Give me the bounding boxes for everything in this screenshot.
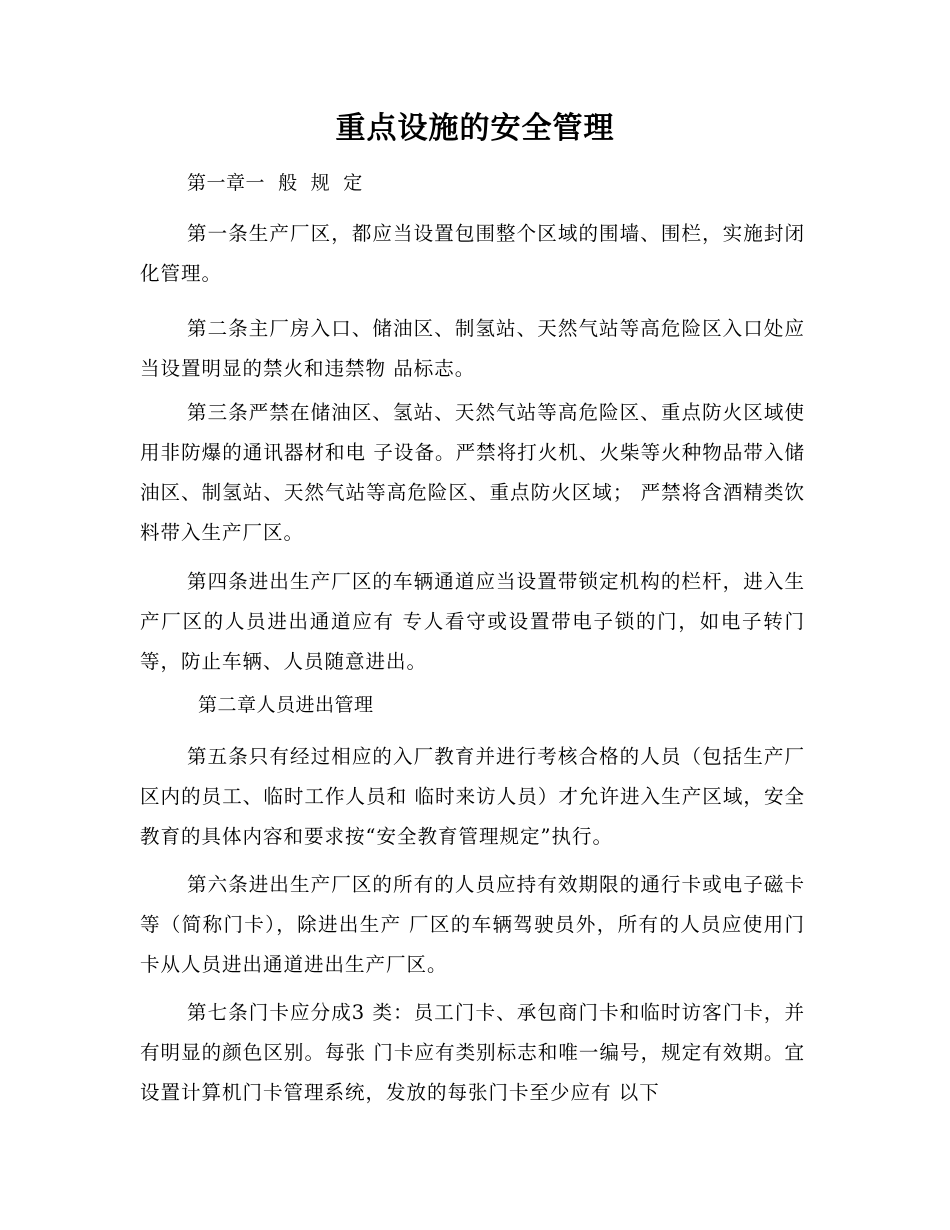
chapter-1-heading: 第一章一 般 规 定 [187, 172, 363, 194]
document-title: 重点设施的安全管理 [335, 111, 615, 146]
article-2-paragraph: 第二条主厂房入口、储油区、制氢站、天然气站等高危险区入口处应当设置明显的禁火和违禁物 品标志。 [140, 317, 805, 380]
article-1-paragraph: 第一条生产厂区，都应当设置包围整个区域的围墙、围栏，实施封闭化管理。 [140, 222, 805, 285]
article-7-paragraph: 第七条门卡应分成3 类：员工门卡、承包商门卡和临时访客门卡，并有明显的颜色区别。每张 门卡应有类别标志和唯一编号，规定有效期。宜设置计算机门卡管理系统，发放的每张门卡至少应有 以下 [140, 1001, 805, 1104]
article-4-paragraph: 第四条进出生产厂区的车辆通道应当设置带锁定机构的栏杆，进入生产厂区的人员进出通道应有 专人看守或设置带电子锁的门，如电子转门等，防止车辆、人员随意进出。 [140, 570, 805, 673]
article-6-paragraph: 第六条进出生产厂区的所有的人员应持有效期限的通行卡或电子磁卡等（简称门卡），除进出生产 厂区的车辆驾驶员外，所有的人员应使用门卡从人员进出通道进出生产厂区。 [140, 873, 805, 976]
article-5-paragraph: 第五条只有经过相应的入厂教育并进行考核合格的人员（包括生产厂区内的员工、临时工作人员和 临时来访人员）才允许进入生产区域，安全教育的具体内容和要求按“安全教育管理规定”执行。 [140, 745, 805, 848]
chapter-2-heading: 第二章人员进出管理 [198, 694, 374, 716]
article-3-paragraph: 第三条严禁在储油区、氢站、天然气站等高危险区、重点防火区域使用非防爆的通讯器材和电 子设备。严禁将打火机、火柴等火种物品带入储油区、制氢站、天然气站等高危险区、重点防火区域； 严禁将含酒精类饮料带入生产厂区。 [140, 401, 805, 544]
